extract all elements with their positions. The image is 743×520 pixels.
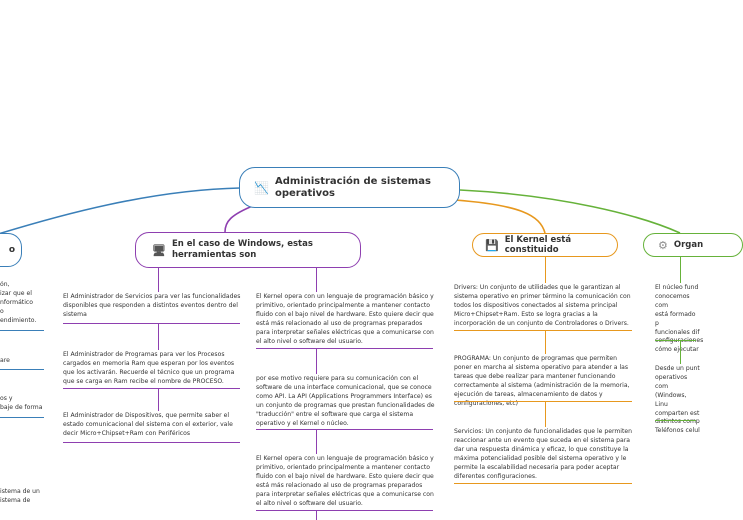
topic-windows-tools[interactable] bbox=[135, 232, 361, 268]
gear-icon: ⚙ bbox=[658, 238, 668, 252]
org-note-2[interactable]: Desde un punt operativos com (Windows, Linu comparten est distintos comp Teléfonos celul bbox=[655, 365, 700, 435]
topic-org-label: Organ bbox=[673, 240, 704, 250]
left-note-3-underline bbox=[0, 417, 44, 418]
central-topic-title: Administración de sistemas operativos bbox=[274, 175, 431, 199]
left-note-1[interactable]: ón, izar que el nformático o endimiento. bbox=[0, 281, 37, 324]
connector-central-left bbox=[0, 188, 240, 235]
kernel-note-servicios-underline bbox=[454, 483, 632, 484]
org-note-1[interactable]: El núcleo fund conocemos com está formado p funcionales dif configuraciones cómo ejecutar bbox=[655, 284, 704, 354]
kernel-link-1 bbox=[545, 331, 546, 354]
windows-col2-note-2-underline bbox=[256, 429, 433, 430]
chart-icon: 📉 bbox=[254, 180, 269, 195]
org-connector bbox=[680, 257, 681, 283]
kernel-link-2 bbox=[545, 402, 546, 427]
kernel-note-servicios[interactable]: Servicios: Un conjunto de funcionalidades que le permiten reaccionar ante un evento que suceda en el sistema para dar una respuesta dinámica y eficaz, lo que constituye la máxima potencialidad posible del sistema operativo y le permite la escalabilidad necesaria para poder aceptar diferentes configuraciones. bbox=[454, 428, 634, 480]
central-topic[interactable] bbox=[239, 167, 460, 208]
left-note-4[interactable]: istema de un istema de bbox=[0, 488, 40, 504]
connector-central-org bbox=[460, 190, 680, 233]
topic-left[interactable] bbox=[0, 233, 22, 267]
floppy-disk-icon: 💾 bbox=[485, 238, 499, 252]
topic-kernel-label: El Kernel está constituido bbox=[504, 235, 572, 255]
topic-windows-label: En el caso de Windows, estas herramientas son bbox=[171, 239, 313, 260]
left-note-1-underline bbox=[0, 330, 44, 331]
left-note-2-underline bbox=[0, 369, 44, 370]
windows-col1-note-1[interactable]: El Administrador de Servicios para ver las funcionalidades disponibles que responden a distintos eventos dentro del sistema bbox=[63, 293, 243, 318]
windows-col2-connector bbox=[316, 268, 317, 292]
windows-col1-note-3[interactable]: El Administrador de Dispositivos, que permite saber el estado comunicacional del sistema con el exterior, vale decir Micro+Chipset+Ram con Periféricos bbox=[63, 412, 235, 437]
monitor-icon: 🖥 bbox=[152, 243, 166, 257]
kernel-note-drivers[interactable]: Drivers: Un conjunto de utilidades que le garantizan al sistema operativo en primer término la comunicación con todos los dispositivos conectados al sistema principal Micro+Chipset+Ram. Esto se logra gracias a la incorporación de un conjunto de Controladores o Drivers. bbox=[454, 284, 633, 327]
windows-col2-link-1 bbox=[316, 349, 317, 374]
topic-kernel[interactable] bbox=[472, 233, 618, 257]
org-note-1-underline bbox=[655, 340, 696, 341]
kernel-connector bbox=[545, 257, 546, 283]
connector-central-windows bbox=[225, 205, 255, 232]
windows-col2-note-3[interactable]: El Kernel opera con un lenguaje de programación básico y primitivo, orientado principalmente a mantener contacto fluido con el bajo nivel de hardware. Esto quiere decir que está más relacionado al uso de programas preparados para interpretar señales eléctricas que a comunicarse con el alto nivel o software del usuario. bbox=[256, 455, 436, 507]
left-note-3[interactable]: os y baje de forma bbox=[0, 395, 43, 411]
windows-col1-connector bbox=[158, 268, 159, 292]
windows-col1-note-2[interactable]: El Administrador de Programas para ver los Procesos cargados en memoria Ram que esperan por los eventos que los activarán. Recuerde el técnico que un programa que se carga en Ram recibe el nombre de PROCESO. bbox=[63, 351, 237, 385]
kernel-note-programa-underline bbox=[454, 401, 632, 402]
left-note-2[interactable]: are bbox=[0, 357, 10, 364]
org-link-1 bbox=[680, 341, 681, 364]
topic-org[interactable] bbox=[643, 233, 743, 257]
windows-col1-note-1-underline bbox=[63, 323, 240, 324]
windows-col1-link-2 bbox=[158, 389, 159, 411]
windows-col2-note-3-underline bbox=[256, 510, 433, 511]
windows-col1-note-3-underline bbox=[63, 442, 240, 443]
kernel-note-drivers-underline bbox=[454, 330, 632, 331]
windows-col2-note-1[interactable]: El Kernel opera con un lenguaje de programación básico y primitivo, orientado principalmente a mantener contacto fluido con el bajo nivel de hardware. Esto quiere decir que está más relacionado al uso de programas preparados para interpretar señales eléctricas que a comunicarse con el alto nivel o software del usuario. bbox=[256, 293, 436, 345]
kernel-note-programa[interactable]: PROGRAMA: Un conjunto de programas que permiten poner en marcha al sistema operativo para atender a las tareas que debe realizar para mantener funcionando correctamente al sistema (administración de la memoria, ejecución de tareas, almacenamiento de datos y configuraciones, etc) bbox=[454, 355, 632, 407]
windows-col2-link-3 bbox=[316, 511, 317, 520]
connector-central-kernel bbox=[455, 200, 545, 233]
windows-col2-link-2 bbox=[316, 430, 317, 454]
topic-left-label: o bbox=[8, 245, 15, 255]
windows-col2-note-2[interactable]: por ese motivo requiere para su comunicación con el software de una interface comunicacional, que se conoce como API. La API (Applications Programmers Interface) es un conjunto de programas que prestan funcionalidades de "traducción" entre el software que carga el sistema operativo y el Kernel o núcleo. bbox=[256, 375, 437, 427]
windows-col2-note-1-underline bbox=[256, 348, 433, 349]
org-note-2-underline bbox=[655, 420, 696, 421]
windows-col1-link-1 bbox=[158, 324, 159, 350]
windows-col1-note-2-underline bbox=[63, 388, 240, 389]
